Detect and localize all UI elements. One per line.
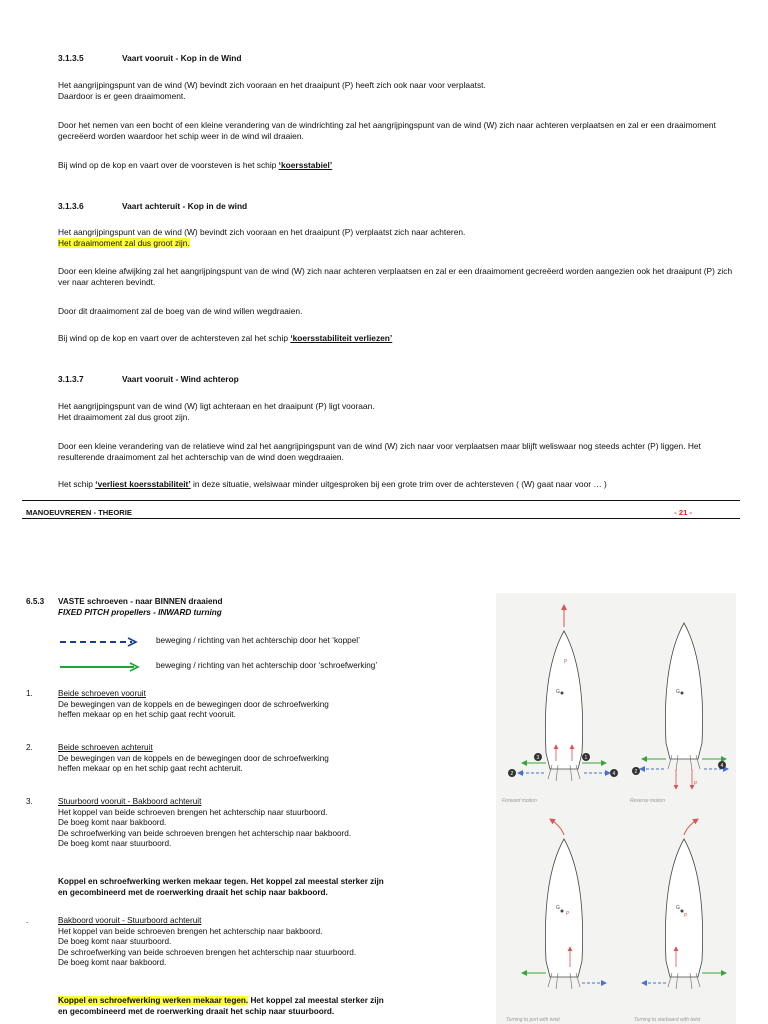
page-number: - 21 - <box>674 508 692 517</box>
list-item <box>58 689 458 721</box>
figure-caption: Turning to port with twist <box>506 1017 560 1023</box>
center-label: G <box>556 689 560 695</box>
subsection-title-en: FIXED PITCH propellers - INWARD turning <box>58 608 222 617</box>
text-line: Daardoor is er geen draaimoment. <box>58 91 186 102</box>
text-line: De boeg komt naar stuurboord. <box>58 839 172 849</box>
center-label: G <box>676 689 680 695</box>
footer-title: MANOEUVREREN - THEORIE <box>26 508 132 517</box>
ship-forward-motion <box>502 605 618 804</box>
subsection-number: 6.5.3 <box>26 597 45 606</box>
emphasis-term: ‘verliest koersstabiliteit’ <box>95 479 191 489</box>
text-line: en gecombineerd met de roerwerking draait het schip naar bakboord. <box>58 887 328 897</box>
figure-caption: Reverse motion <box>630 798 666 804</box>
paragraph <box>58 80 738 102</box>
text-line: Het koppel van beide schroeven brengen het achterschip naar bakboord. <box>58 926 323 936</box>
pivot-label: P <box>564 659 568 665</box>
list-number: . <box>26 916 29 925</box>
marker-3: 3 <box>536 755 540 761</box>
marker-2: 2 <box>634 769 638 775</box>
ship-turning-starboard <box>634 819 726 1023</box>
section-title: Vaart vooruit - Wind achterop <box>122 374 239 384</box>
solid-arrow-icon <box>58 661 142 673</box>
list-item-heading: Bakboord vooruit - Stuurboord achteruit <box>58 916 202 925</box>
footer-rule-top <box>22 500 740 501</box>
paragraph: Door het nemen van een bocht of een kleine verandering van de windrichting zal het aangrijpingspunt van de wind (W) zich naar achteren verplaatsen en zal er een draaimoment gecreëerd worden waardoor het schip weer in de wind wil draaien. <box>58 120 716 142</box>
text-line: en gecombineerd met de roerwerking draait het schip naar stuurboord. <box>58 1006 335 1016</box>
list-number: 2. <box>26 743 33 752</box>
page-footer <box>26 507 742 518</box>
emphasis-term: ‘koersstabiel’ <box>278 160 333 170</box>
text-span: Bij wind op de kop en vaart over de achtersteven zal het schip <box>58 333 291 343</box>
ship-reverse-motion <box>630 623 728 804</box>
text-line: De boeg komt naar bakboord. <box>58 818 167 828</box>
figure-caption: Turning to starboard with twist <box>634 1017 701 1023</box>
text-span: Het schip <box>58 479 96 489</box>
list-number: 1. <box>26 689 33 698</box>
text-line: De boeg komt naar bakboord. <box>58 958 167 968</box>
section-3-1-3-6-heading <box>58 201 247 212</box>
text-line: heffen mekaar op en het schip gaat recht vooruit. <box>58 710 236 720</box>
marker-4: 4 <box>612 771 616 777</box>
text-span: Bij wind op de kop en vaart over de voorsteven is het schip <box>58 160 279 170</box>
highlighted-text: Het draaimoment zal dus groot zijn. <box>58 238 190 249</box>
center-label: G <box>676 905 680 911</box>
text-line: De schroefwerking van beide schroeven brengen het achterschip naar stuurboord. <box>58 947 357 957</box>
ship-turning-port <box>506 819 606 1023</box>
list-note <box>58 877 478 898</box>
legend-label: beweging / richting van het achterschip door het ‘koppel’ <box>156 636 360 645</box>
text-line: Het draaimoment zal dus groot zijn. <box>58 412 190 423</box>
section-title: Vaart achteruit - Kop in de wind <box>122 201 248 211</box>
text-line: De boeg komt naar stuurboord. <box>58 937 172 947</box>
propeller-diagram-svg <box>496 593 736 1024</box>
paragraph: Door een kleine afwijking zal het aangrijpingspunt van de wind (W) zich naar achteren verplaatsen en zal er een draaimoment gecreëerd worden aangezien ook het draaipunt (P) zich ver naar achteren bevindt. <box>58 266 733 288</box>
marker-1: 1 <box>584 755 588 761</box>
paragraph: Door dit draaimoment zal de boeg van de wind willen wegdraaien. <box>58 306 303 316</box>
section-3-1-3-7-heading <box>58 374 239 385</box>
text-line: Het aangrijpingspunt van de wind (W) bevindt zich vooraan en het draaipunt (P) verplaatst zich naar achteren. <box>58 227 466 237</box>
marker-4: 4 <box>720 763 724 769</box>
list-note <box>58 996 478 1017</box>
subsection-title-nl: VASTE schroeven - naar BINNEN draaiend <box>58 597 223 606</box>
text-line: Koppel en schroefwerking werken mekaar tegen. Het koppel zal meestal sterker zijn <box>58 877 384 886</box>
emphasis-term: ‘koersstabiliteit verliezen’ <box>290 333 393 343</box>
pivot-label: P <box>694 781 698 787</box>
list-item <box>58 797 458 850</box>
marker-2: 2 <box>510 771 514 777</box>
legend-label: beweging / richting van het achterschip door ‘schroefwerking’ <box>156 661 378 670</box>
subsection-heading <box>26 597 223 608</box>
paragraph <box>58 227 738 249</box>
text-line: De bewegingen van de koppels en de bewegingen door de schroefwerking <box>58 699 329 709</box>
text-line: Het aangrijpingspunt van de wind (W) ligt achteraan en het draaipunt (P) ligt vooraan. <box>58 401 375 411</box>
paragraph <box>58 401 738 423</box>
highlighted-text: Koppel en schroefwerking werken mekaar tegen. <box>58 996 249 1005</box>
paragraph <box>58 160 738 171</box>
twin-screw-diagram <box>496 593 736 1024</box>
text-line: Het koppel van beide schroeven brengen het achterschip naar stuurboord. <box>58 807 328 817</box>
text-span: Het koppel zal meestal sterker zijn <box>248 996 384 1005</box>
paragraph <box>58 333 738 344</box>
text-line: heffen mekaar op en het schip gaat recht achteruit. <box>58 764 243 774</box>
list-number: 3. <box>26 797 33 806</box>
paragraph <box>58 479 738 490</box>
list-item <box>58 916 458 969</box>
dashed-arrow-icon <box>58 636 142 648</box>
section-3-1-3-5-heading <box>58 53 242 64</box>
section-number: 3.1.3.7 <box>58 374 84 384</box>
paragraph: Door een kleine verandering van de relatieve wind zal het aangrijpingspunt van de wind (W) zich naar voor verplaatsen maar blijft weliswaar nog steeds achter (P) liggen. Het resulterende draaimoment zal het achterschip van de wind doen wegdraaien. <box>58 441 701 463</box>
section-number: 3.1.3.5 <box>58 53 84 63</box>
section-title: Vaart vooruit - Kop in de Wind <box>122 53 242 63</box>
text-line: De schroefwerking van beide schroeven brengen het achterschip naar bakboord. <box>58 828 352 838</box>
list-item-heading: Beide schroeven vooruit <box>58 689 146 698</box>
section-number: 3.1.3.6 <box>58 201 84 211</box>
list-item <box>58 743 458 775</box>
figure-caption: Forward motion <box>502 798 537 804</box>
list-item-heading: Beide schroeven achteruit <box>58 743 153 752</box>
list-item-heading: Stuurboord vooruit - Bakboord achteruit <box>58 797 202 806</box>
pivot-label: P <box>684 913 688 919</box>
text-line: De bewegingen van de koppels en de bewegingen door de schroefwerking <box>58 753 329 763</box>
pivot-label: P <box>566 911 570 917</box>
text-line: Het aangrijpingspunt van de wind (W) bevindt zich vooraan en het draaipunt (P) heeft zich ook naar voor verplaatst. <box>58 80 486 90</box>
text-span: in deze situatie, welsiwaar minder uitgesproken bij een grote trim over de achtersteven ( (W) gaat naar voor … ) <box>190 479 607 489</box>
center-label: G <box>556 905 560 911</box>
footer-rule-bottom <box>22 518 740 519</box>
